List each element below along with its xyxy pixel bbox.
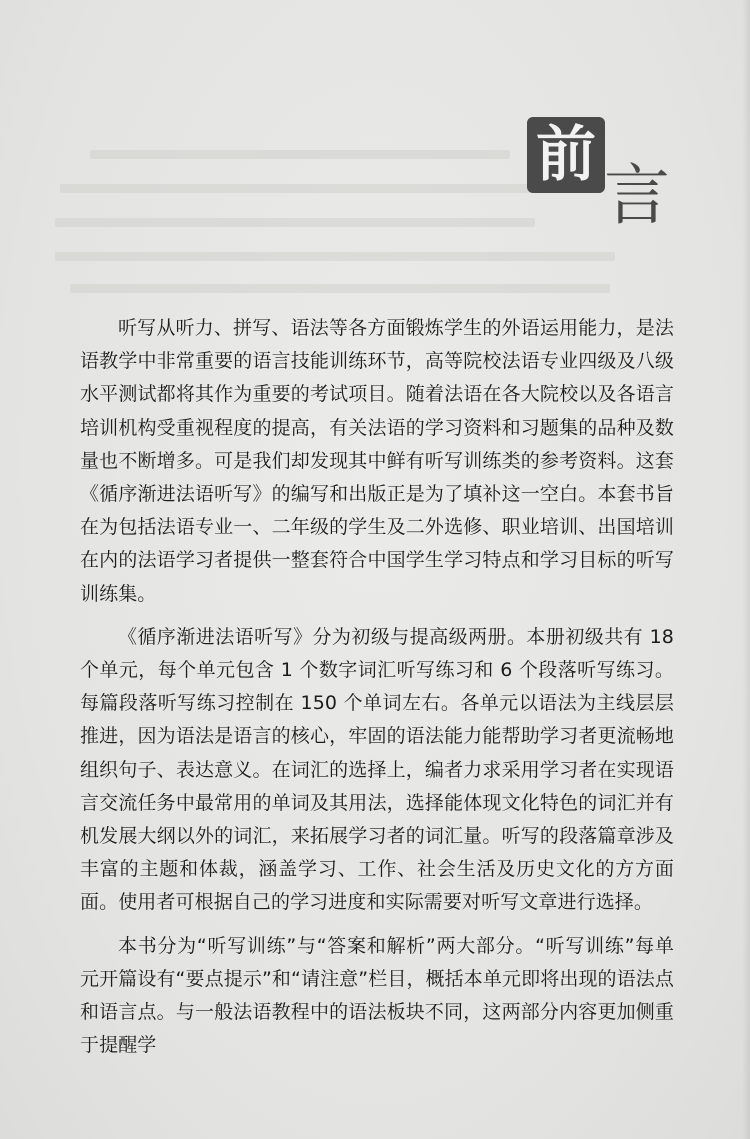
heading-first-char: 前 — [536, 120, 596, 190]
bleed-through-line — [55, 218, 535, 227]
bleed-through-line — [70, 284, 610, 293]
page-edge-shadow — [742, 0, 750, 1139]
bleed-through-line — [60, 184, 530, 193]
paragraph: 《循序渐进法语听写》分为初级与提高级两册。本册初级共有 18 个单元，每个单元包含 1 个数字词汇听写练习和 6 个段落听写练习。每篇段落听写练习控制在 150 个单词左右。各单元以语法为主线层层推进，因为语法是语言的核心，牢固的语法能力能帮助学习者更流畅地组织句子、表达意义。在词汇的选择上，编者力求采用学习者在实现语言交流任务中最常用的单词及其用法，选择能体现文化特色的词汇并有机发展大纲以外的词汇，来拓展学习者的词汇量。听写的段落篇章涉及丰富的主题和体裁，涵盖学习、工作、社会生活及历史文化的方方面面。使用者可根据自己的学习进度和实际需要对听写文章进行选择。 — [80, 625, 674, 914]
bleed-through-line — [55, 252, 615, 261]
body-text — [80, 312, 674, 1062]
heading-first-char-box — [527, 117, 605, 193]
paragraph: 听写从听力、拼写、语法等各方面锻炼学生的外语运用能力，是法语教学中非常重要的语言技能训练环节，高等院校法语专业四级及八级水平测试都将其作为重要的考试项目。随着法语在各大院校以及各语言培训机构受重视程度的提高，有关法语的学习资料和习题集的品种及数量也不断增多。可是我们却发现其中鲜有听写训练类的参考资料。这套《循序渐进法语听写》的编写和出版正是为了填补这一空白。本套书旨在为包括法语专业一、二年级的学生及二外选修、职业培训、出国培训在内的法语学习者提供一整套符合中国学生学习特点和学习目标的听写训练集。 — [80, 317, 674, 605]
bleed-through-line — [90, 150, 510, 159]
heading-second-char: 言 — [604, 157, 670, 234]
paragraph: 本书分为“听写训练”与“答案和解析”两大部分。“听写训练”每单元开篇设有“要点提示”和“请注意”栏目，概括本单元即将出现的语法点和语言点。与一般法语教程中的语法板块不同，这两部分内容更加侧重于提醒学 — [80, 934, 674, 1057]
